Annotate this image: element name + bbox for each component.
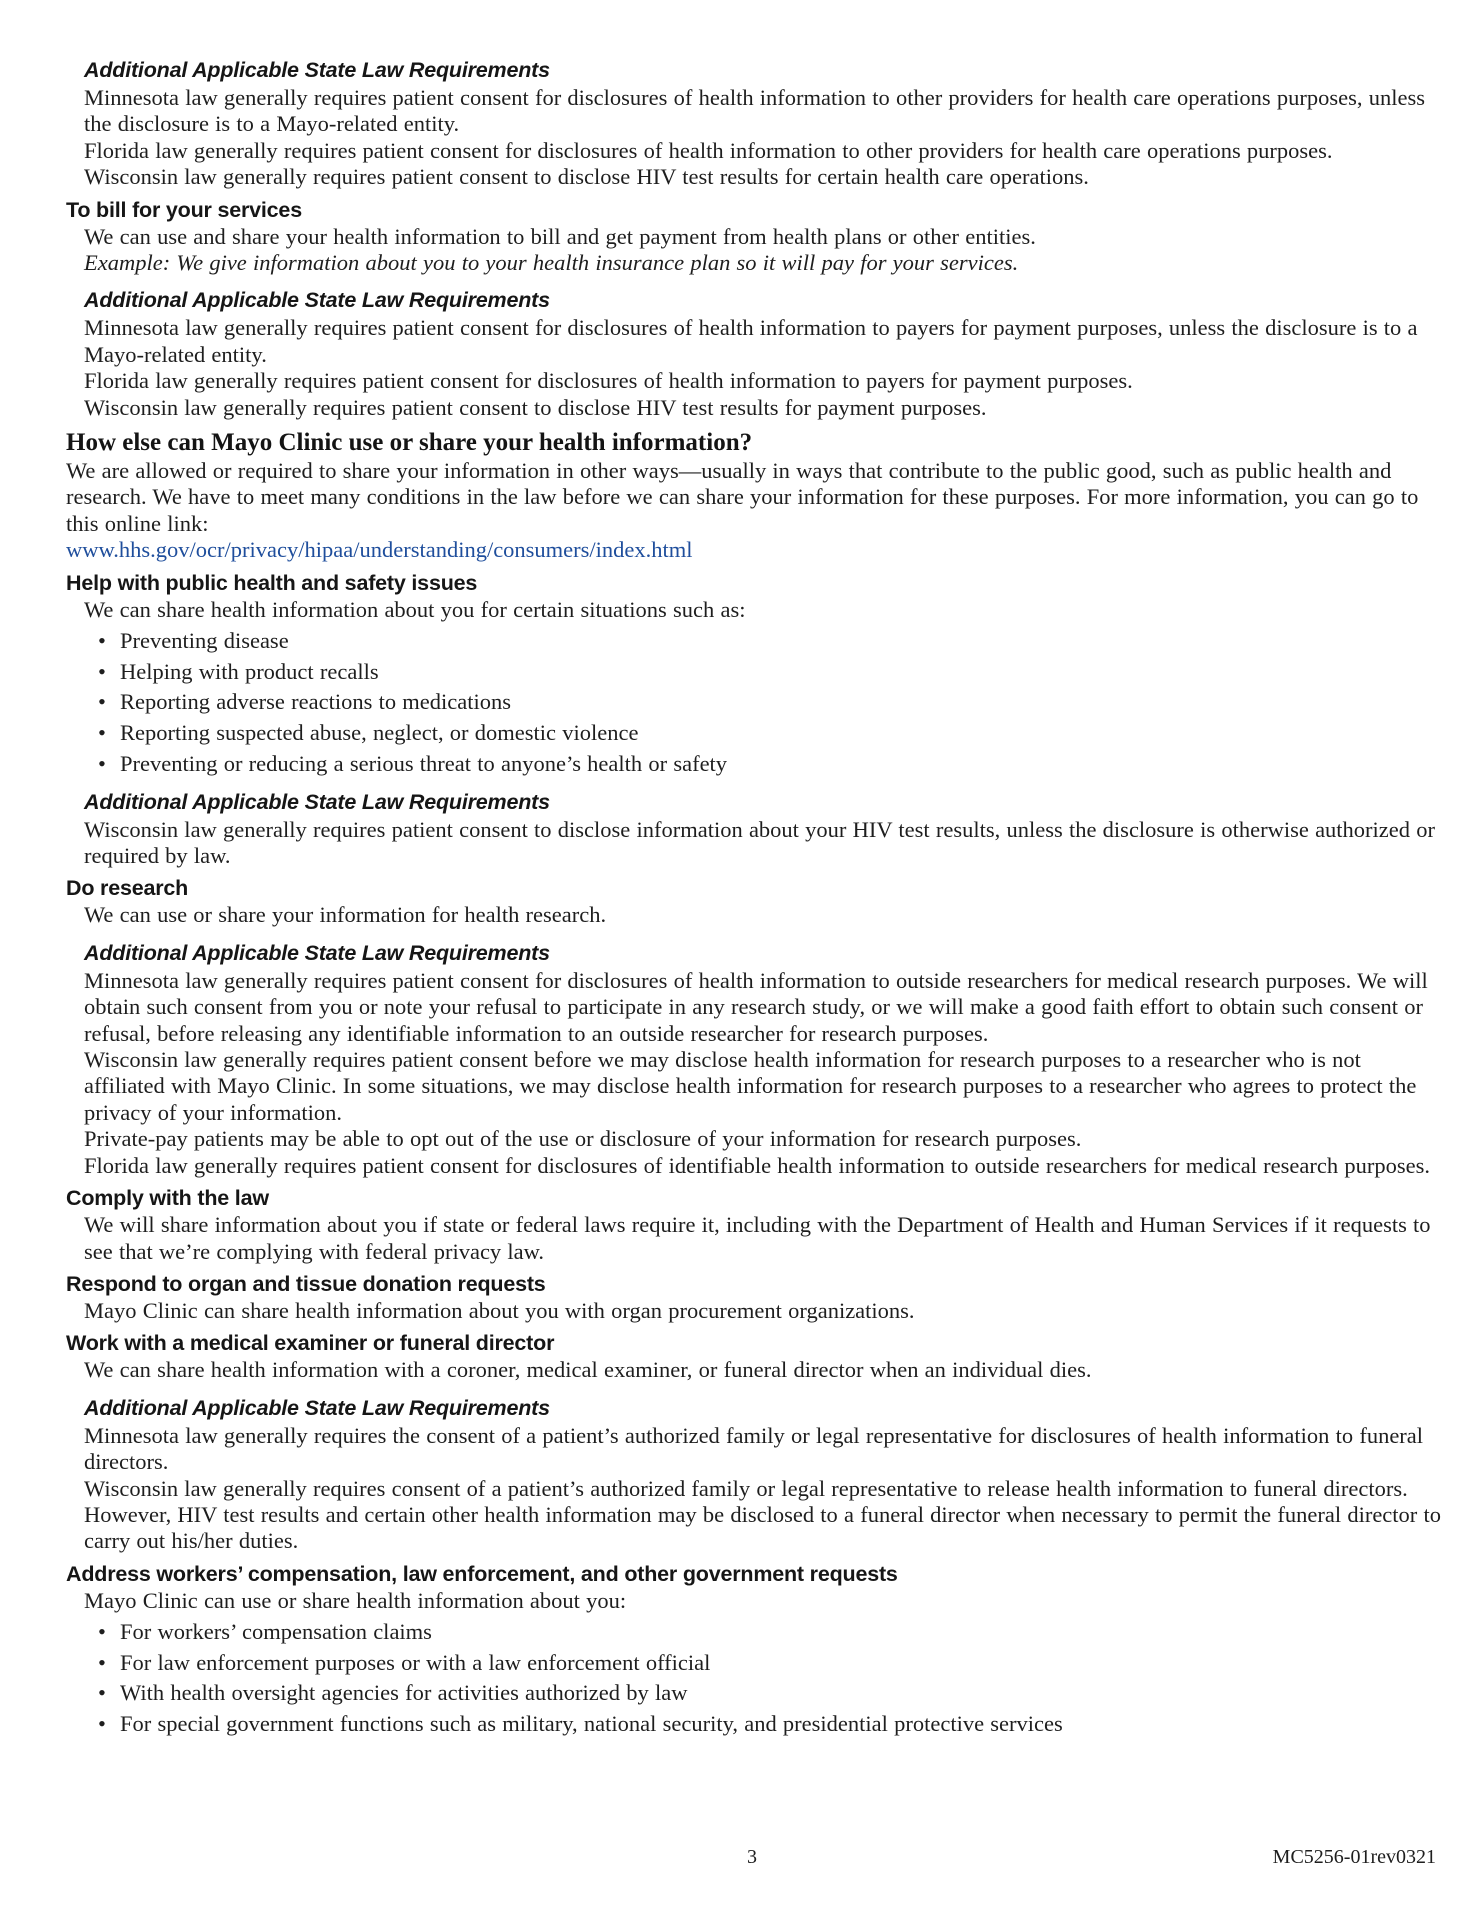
body-paragraph: Mayo Clinic can share health information about you with organ procurement organizations.	[84, 1297, 915, 1323]
section-heading: To bill for your services	[66, 197, 302, 222]
body-paragraph: Minnesota law generally requires patient consent for disclosures of health information to other providers for health care operations purposes, unless the disclosure is to a Mayo-related entity.	[84, 85, 1426, 137]
bullet-item: • Preventing disease	[120, 628, 1442, 654]
body-paragraph: Florida law generally requires patient consent for disclosures of identifiable health information to outside researchers for medical research purposes.	[84, 1152, 1430, 1178]
bullet-list	[66, 628, 1442, 778]
bullet-item: • Helping with product recalls	[120, 659, 1442, 685]
document-content	[66, 57, 1442, 1738]
bullet-item: • With health oversight agencies for activities authorized by law	[120, 1680, 1442, 1706]
state-law-subheading: Additional Applicable State Law Requirements	[84, 288, 550, 313]
hhs-link[interactable]: www.hhs.gov/ocr/privacy/hipaa/understanding/consumers/index.html	[66, 537, 693, 563]
bullet-item: • For special government functions such as military, national security, and presidential protective services	[120, 1711, 1442, 1737]
body-paragraph: Minnesota law generally requires the consent of a patient’s authorized family or legal representative for disclosures of health information to funeral directors.	[84, 1422, 1424, 1475]
body-paragraph: Minnesota law generally requires patient consent for disclosures of health information to payers for payment purposes, unless the disclosure is to a Mayo-related entity.	[84, 315, 1418, 367]
body-paragraph: Private-pay patients may be able to opt out of the use or disclosure of your information for research purposes.	[84, 1126, 1082, 1152]
document-code: MC5256-01rev0321	[1272, 1846, 1436, 1868]
bullet-item: • For law enforcement purposes or with a law enforcement official	[120, 1650, 1442, 1676]
page-number: 3	[747, 1846, 757, 1868]
body-paragraph: We can share health information about you for certain situations such as:	[84, 596, 746, 622]
state-law-subheading: Additional Applicable State Law Requirements	[84, 58, 550, 82]
body-paragraph: Minnesota law generally requires patient consent for disclosures of health information to outside researchers for medical research purposes. We will obtain such consent from you or note your refusal to participate in any research study, or we will make a good faith effort to obtain such consent or refusal, before releasing any identifiable information to an outside researcher for research purposes.	[84, 967, 1428, 1046]
state-law-subheading: Additional Applicable State Law Requirements	[84, 940, 550, 965]
body-paragraph: We can share health information with a coroner, medical examiner, or funeral director when an individual dies.	[84, 1357, 1092, 1383]
section-heading: Respond to organ and tissue donation requests	[66, 1271, 546, 1296]
main-question-heading: How else can Mayo Clinic use or share your health information?	[66, 429, 753, 457]
body-paragraph: Wisconsin law generally requires patient consent to disclose HIV test results for payment purposes.	[84, 394, 987, 420]
body-paragraph: We can use or share your information for health research.	[84, 902, 607, 928]
body-paragraph: Wisconsin law generally requires patient consent before we may disclose health information for research purposes to a researcher who is not affiliated with Mayo Clinic. In some situations, we may disclose health information for research purposes to a researcher who agrees to protect the privacy of your information.	[84, 1047, 1417, 1125]
body-paragraph: Florida law generally requires patient consent for disclosures of health information to other providers for health care operations purposes.	[84, 137, 1333, 163]
bullet-item: • Preventing or reducing a serious threat to anyone’s health or safety	[120, 751, 1442, 777]
section-heading: Work with a medical examiner or funeral director	[66, 1331, 555, 1356]
state-law-subheading: Additional Applicable State Law Requirements	[84, 789, 550, 814]
page-footer	[66, 1846, 1438, 1876]
section-heading: Address workers’ compensation, law enforcement, and other government requests	[66, 1561, 898, 1586]
body-paragraph: We can use and share your health information to bill and get payment from health plans or other entities.	[84, 223, 1036, 249]
body-paragraph: We are allowed or required to share your information in other ways—usually in ways that contribute to the public good, such as public health and research. We have to meet many conditions in the law before we can share your information for these purposes. For more information, you can go to this online link:	[66, 458, 1419, 536]
body-paragraph: We will share information about you if state or federal laws require it, including with the Department of Health and Human Services if it requests to see that we’re complying with federal privacy law.	[84, 1212, 1431, 1264]
bullet-item: • Reporting suspected abuse, neglect, or domestic violence	[120, 720, 1442, 746]
example-paragraph: Example: We give information about you to your health insurance plan so it will pay for your services.	[84, 250, 1019, 276]
section-heading: Comply with the law	[66, 1186, 269, 1211]
bullet-item: • Reporting adverse reactions to medications	[120, 689, 1442, 715]
section-heading: Help with public health and safety issues	[66, 570, 478, 595]
body-paragraph: Wisconsin law generally requires patient consent to disclose information about your HIV test results, unless the disclosure is otherwise authorized or required by law.	[84, 816, 1435, 869]
bullet-list	[66, 1619, 1442, 1738]
body-paragraph: Wisconsin law generally requires consent of a patient’s authorized family or legal representative to release health information to funeral directors. However, HIV test results and certain other health information may be disclosed to a funeral director when necessary to permit the funeral director to carry out his/her duties.	[84, 1475, 1442, 1554]
body-paragraph: Wisconsin law generally requires patient consent to disclose HIV test results for certain health care operations.	[84, 164, 1089, 190]
bullet-item: • For workers’ compensation claims	[120, 1619, 1442, 1645]
body-paragraph: Mayo Clinic can use or share health information about you:	[84, 1587, 627, 1613]
state-law-subheading: Additional Applicable State Law Requirements	[84, 1395, 550, 1420]
body-paragraph: Florida law generally requires patient consent for disclosures of health information to payers for payment purposes.	[84, 368, 1133, 394]
section-heading: Do research	[66, 876, 189, 901]
